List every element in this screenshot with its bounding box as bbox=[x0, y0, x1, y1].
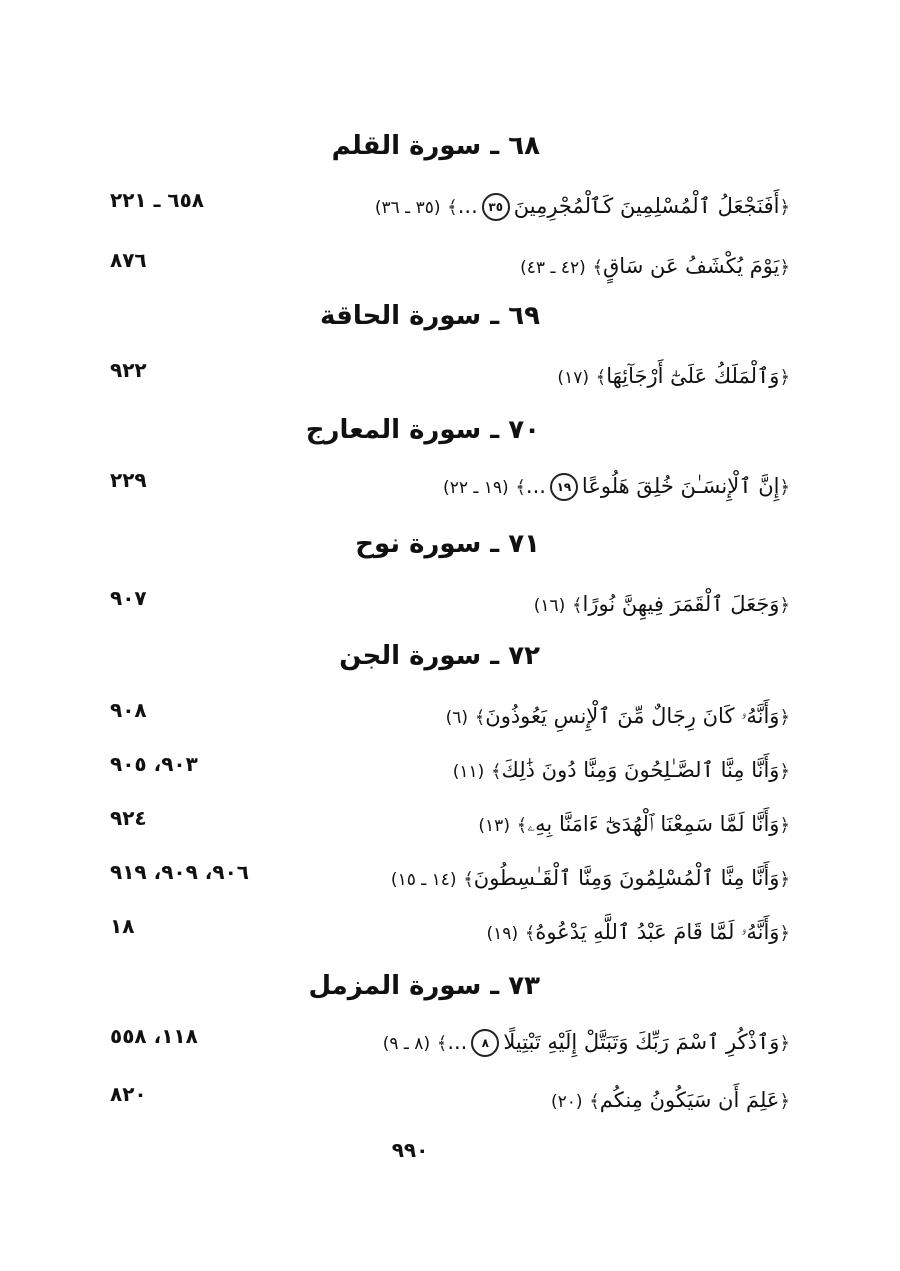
verse-entry bbox=[110, 356, 790, 396]
page-references: ٢٢٩ bbox=[110, 468, 147, 492]
ornate-bracket-open-icon: ﴿ bbox=[779, 707, 790, 728]
ornate-bracket-close-icon: ﴾ bbox=[589, 1091, 600, 1112]
ornate-bracket-close-icon: ﴾ bbox=[515, 477, 526, 498]
page-references: ١١٨، ٥٥٨ bbox=[110, 1024, 198, 1048]
ayah-number-mark: ٣٥ bbox=[482, 193, 510, 221]
verse-reference: (١٣) bbox=[478, 816, 510, 836]
ornate-bracket-close-icon: ﴾ bbox=[447, 197, 458, 218]
ornate-bracket-close-icon: ﴾ bbox=[474, 707, 486, 728]
verse-text: ﴿وَأَنَّا مِنَّا ٱلصَّـٰلِحُونَ وَمِنَّا دُونَ ذَٰلِكَ﴾ (١١) bbox=[453, 750, 790, 792]
page-references: ٨٧٦ bbox=[110, 248, 147, 272]
page-references: ٩٠٨ bbox=[110, 698, 147, 722]
verse-reference: (١٩ ـ ٢٢) bbox=[443, 478, 509, 498]
verse-reference: (١٤ ـ ١٥) bbox=[390, 870, 457, 890]
verse-reference: (١٦) bbox=[533, 596, 566, 616]
verse-entry bbox=[110, 750, 790, 790]
ornate-bracket-open-icon: ﴿ bbox=[779, 869, 790, 890]
page-references: ٨٢٠ bbox=[110, 1082, 147, 1106]
ornate-bracket-open-icon: ﴿ bbox=[779, 815, 790, 836]
ornate-bracket-open-icon: ﴿ bbox=[779, 197, 790, 218]
verse-entry bbox=[110, 858, 790, 898]
verse-text: ﴿وَأَنَّهُۥ لَمَّا قَامَ عَبْدُ ٱللَّهِ يَدْعُوهُ﴾ (١٩) bbox=[487, 912, 790, 954]
ornate-bracket-open-icon: ﴿ bbox=[779, 1033, 790, 1054]
surah-heading-69: ٦٩ ـ سورة الحاقة bbox=[320, 301, 540, 331]
verse-text: ﴿وَجَعَلَ ٱلْقَمَرَ فِيهِنَّ نُورًا﴾ (١٦) bbox=[534, 584, 790, 626]
ornate-bracket-open-icon: ﴿ bbox=[779, 257, 790, 278]
verse-reference: (٢٠) bbox=[550, 1092, 583, 1112]
verse-entry bbox=[110, 1022, 790, 1062]
verse-reference: (١٧) bbox=[557, 368, 589, 388]
ornate-bracket-close-icon: ﴾ bbox=[571, 595, 583, 616]
page-references: ٩٠٦، ٩٠٩، ٩١٩ bbox=[110, 860, 249, 884]
page-references: ١٨ bbox=[110, 914, 135, 938]
verse-reference: (٣٥ ـ ٣٦) bbox=[374, 198, 441, 218]
verse-reference: (٤٢ ـ ٤٣) bbox=[520, 258, 586, 278]
verse-reference: (١٩) bbox=[486, 924, 519, 944]
ayah-number-mark: ١٩ bbox=[550, 473, 578, 501]
ornate-bracket-open-icon: ﴿ bbox=[779, 367, 790, 388]
verse-text: ﴿أَفَنَجْعَلُ ٱلْمُسْلِمِينَ كَٱلْمُجْرِمِينَ٣٥...﴾ (٣٥ ـ ٣٦) bbox=[375, 186, 790, 228]
ayah-number-mark: ٨ bbox=[471, 1029, 499, 1057]
ornate-bracket-close-icon: ﴾ bbox=[592, 257, 603, 278]
verse-reference: (٨ ـ ٩) bbox=[382, 1034, 431, 1054]
surah-heading-68: ٦٨ ـ سورة القلم bbox=[331, 131, 540, 161]
page-references: ٩٠٧ bbox=[110, 586, 147, 610]
verse-entry bbox=[110, 466, 790, 506]
ornate-bracket-open-icon: ﴿ bbox=[779, 595, 790, 616]
verse-text: ﴿عَلِمَ أَن سَيَكُونُ مِنكُم﴾ (٢٠) bbox=[551, 1080, 790, 1122]
verse-entry bbox=[110, 584, 790, 624]
verse-reference: (٦) bbox=[445, 708, 469, 728]
verse-text: ﴿وَٱلْمَلَكُ عَلَىٰٓ أَرْجَآئِهَا﴾ (١٧) bbox=[557, 356, 790, 398]
ornate-bracket-open-icon: ﴿ bbox=[779, 923, 790, 944]
surah-heading-72: ٧٢ ـ سورة الجن bbox=[339, 641, 540, 671]
verse-entry bbox=[110, 246, 790, 286]
ornate-bracket-close-icon: ﴾ bbox=[595, 367, 607, 388]
ornate-bracket-open-icon: ﴿ bbox=[779, 1091, 790, 1112]
verse-text: ﴿يَوْمَ يُكْشَفُ عَن سَاقٍ﴾ (٤٢ ـ ٤٣) bbox=[520, 246, 790, 288]
verse-entry bbox=[110, 186, 790, 226]
page-references: ٩٢٤ bbox=[110, 806, 147, 830]
verse-text: ﴿وَأَنَّا لَمَّا سَمِعْنَا ٱلْهُدَىٰٓ ءَامَنَّا بِهِۦ﴾ (١٣) bbox=[478, 804, 790, 846]
surah-heading-71: ٧١ ـ سورة نوح bbox=[355, 529, 540, 559]
verse-entry bbox=[110, 804, 790, 844]
ornate-bracket-close-icon: ﴾ bbox=[463, 869, 474, 890]
page-references: ٩٢٢ bbox=[110, 358, 147, 382]
page-number: ٩٩٠ bbox=[391, 1138, 429, 1162]
ornate-bracket-close-icon: ﴾ bbox=[516, 815, 528, 836]
page-references: ٩٠٣، ٩٠٥ bbox=[110, 752, 198, 776]
verse-entry bbox=[110, 696, 790, 736]
page-references: ٦٥٨ ـ ٢٢١ bbox=[110, 188, 205, 212]
verse-entry bbox=[110, 1080, 790, 1120]
verse-text: ﴿وَٱذْكُرِ ٱسْمَ رَبِّكَ وَتَبَتَّلْ إِلَيْهِ تَبْتِيلًا٨...﴾ (٨ ـ ٩) bbox=[383, 1022, 790, 1064]
ornate-bracket-close-icon: ﴾ bbox=[436, 1033, 448, 1054]
verse-reference: (١١) bbox=[452, 762, 485, 782]
verse-text: ﴿إِنَّ ٱلْإِنسَـٰنَ خُلِقَ هَلُوعًا١٩...﴾ (١٩ ـ ٢٢) bbox=[443, 466, 790, 508]
verse-entry bbox=[110, 912, 790, 952]
surah-heading-73: ٧٣ ـ سورة المزمل bbox=[308, 971, 540, 1001]
ornate-bracket-close-icon: ﴾ bbox=[524, 923, 536, 944]
surah-heading-70: ٧٠ ـ سورة المعارج bbox=[305, 415, 540, 445]
ornate-bracket-open-icon: ﴿ bbox=[779, 761, 790, 782]
verse-text: ﴿وَأَنَّهُۥ كَانَ رِجَالٌ مِّنَ ٱلْإِنسِ يَعُوذُونَ﴾ (٦) bbox=[446, 696, 790, 738]
verse-text: ﴿وَأَنَّا مِنَّا ٱلْمُسْلِمُونَ وَمِنَّا ٱلْقَـٰسِطُونَ﴾ (١٤ ـ ١٥) bbox=[391, 858, 790, 900]
ornate-bracket-close-icon: ﴾ bbox=[490, 761, 502, 782]
ornate-bracket-open-icon: ﴿ bbox=[779, 477, 790, 498]
